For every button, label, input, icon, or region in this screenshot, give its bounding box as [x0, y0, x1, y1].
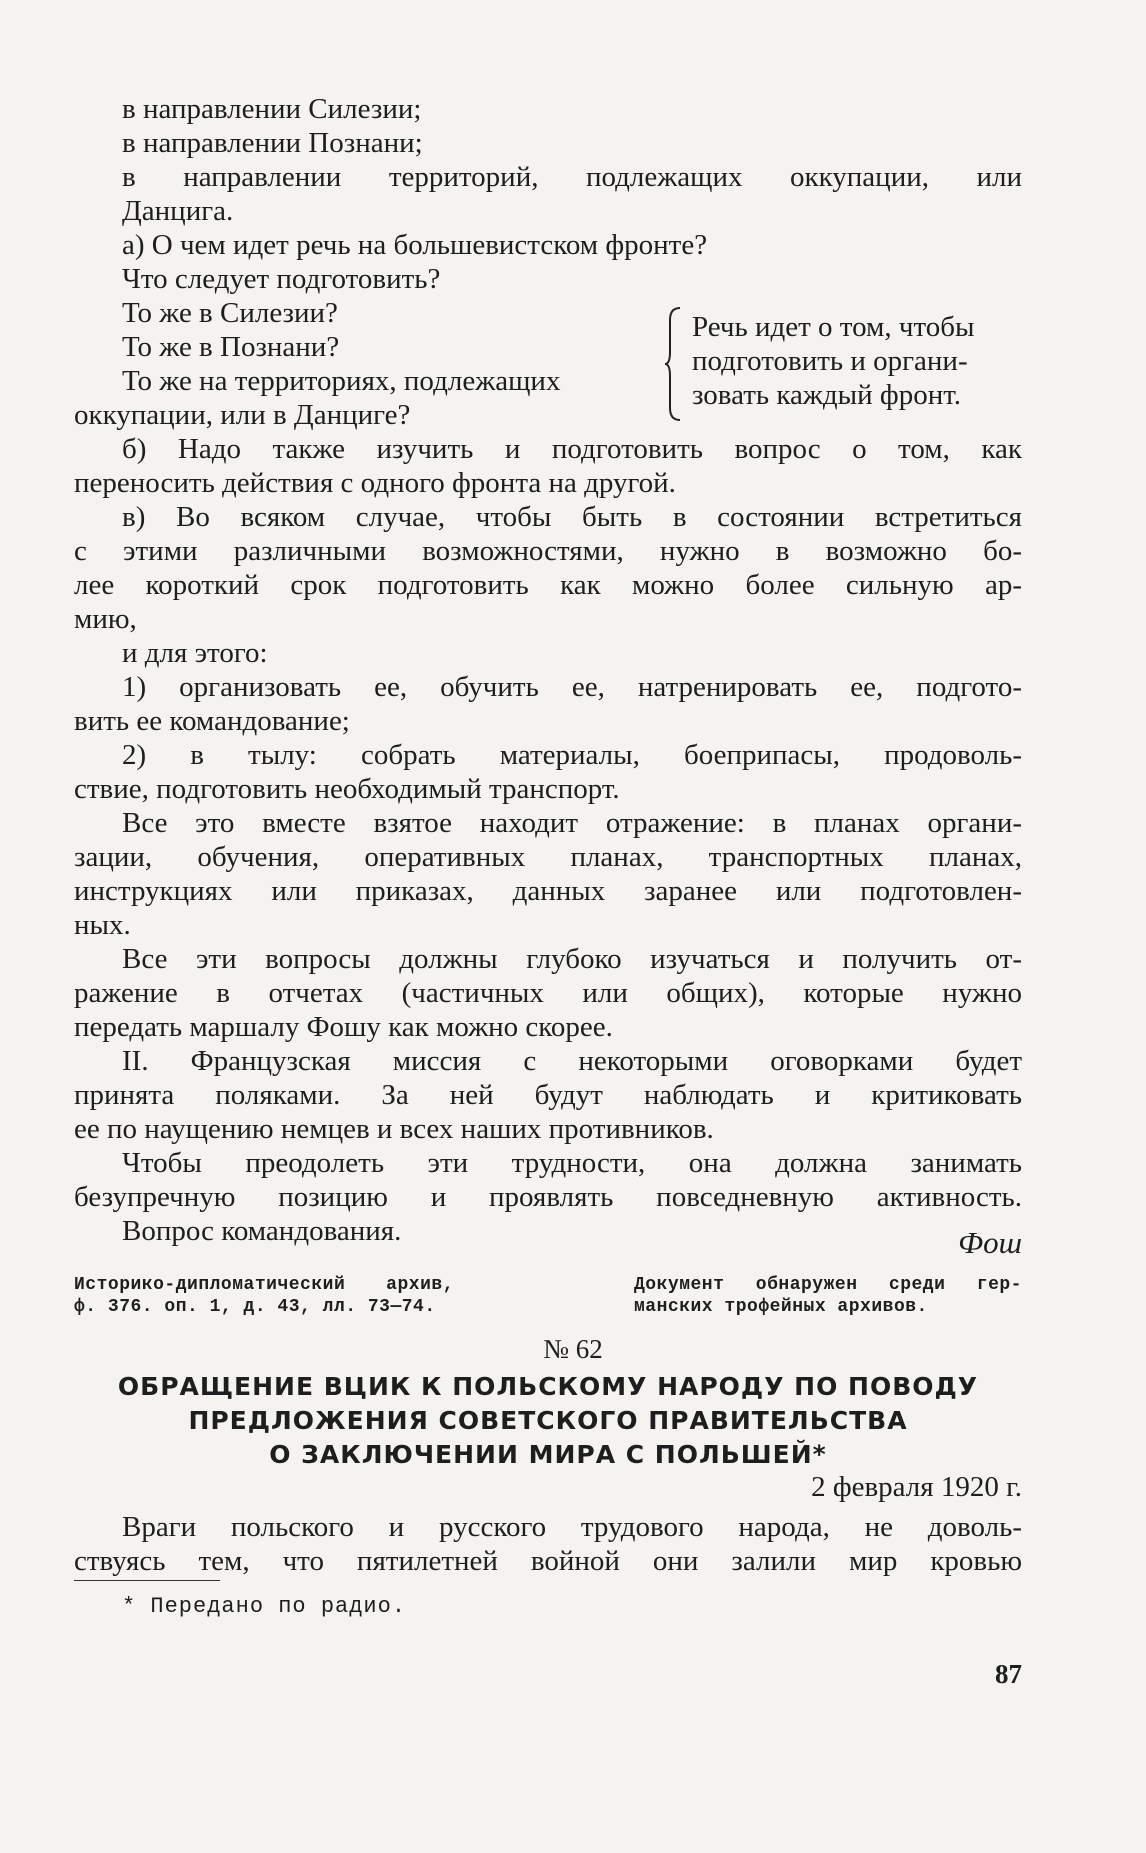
text-line: Данцига. [122, 195, 234, 227]
text-line: а) О чем идет речь на большевистском фронте? [122, 229, 708, 261]
text-line: вить ее командование; [74, 705, 350, 737]
text-line: 1) организовать ее, обучить ее, натренировать ее, подгото- [122, 671, 1022, 703]
footnote-rule [74, 1580, 220, 1581]
text-line: с этими различными возможностями, нужно в возможно бо- [74, 535, 1022, 567]
text-line: ствие, подготовить необходимый транспорт. [74, 773, 620, 805]
text-line: 2) в тылу: собрать материалы, боеприпасы, продоволь- [122, 739, 1022, 771]
text-line: принята поляками. За ней будут наблюдать и критиковать [74, 1079, 1022, 1111]
document-date: 2 февраля 1920 г. [811, 1471, 1022, 1503]
text-line: ствуясь тем, что пятилетней войной они залили мир кровью [74, 1545, 1022, 1577]
brace-right-line: Речь идет о том, чтобы [692, 311, 975, 343]
text-line: в направлении территорий, подлежащих оккупации, или [122, 161, 1022, 193]
source-right: Документ обнаружен среди гер- [634, 1275, 1022, 1295]
text-line: мию, [74, 603, 137, 635]
text-line: лее короткий срок подготовить как можно более сильную ар- [74, 569, 1022, 601]
text-line: ражение в отчетах (частичных или общих), которые нужно [74, 977, 1022, 1009]
brace-left-line: То же в Силезии? [122, 297, 338, 329]
text-line: Чтобы преодолеть эти трудности, она должна занимать [122, 1147, 1022, 1179]
heading-line: ПРЕДЛОЖЕНИЯ СОВЕТСКОГО ПРАВИТЕЛЬСТВА [188, 1406, 908, 1435]
text-line: зации, обучения, оперативных планах, транспортных планах, [74, 841, 1022, 873]
footnote: * Передано по радио. [122, 1594, 407, 1619]
source-left: Историко-дипломатический архив, [74, 1275, 454, 1295]
curly-brace [664, 306, 682, 422]
brace-left-line: оккупации, или в Данциге? [74, 399, 411, 431]
document-number: № 62 [543, 1334, 603, 1364]
text-line: переносить действия с одного фронта на другой. [74, 467, 676, 499]
text-line: II. Французская миссия с некоторыми оговорками будет [122, 1045, 1022, 1077]
text-line: в) Во всяком случае, чтобы быть в состоянии встретиться [122, 501, 1022, 533]
text-line: ных. [74, 909, 131, 941]
text-line: безупречную позицию и проявлять повседневную активность. [74, 1181, 1022, 1213]
text-line: б) Надо также изучить и подготовить вопрос о том, как [122, 433, 1022, 465]
text-line: передать маршалу Фошу как можно скорее. [74, 1011, 613, 1043]
text-line: Все эти вопросы должны глубоко изучаться и получить от- [122, 943, 1022, 975]
page-number: 87 [995, 1659, 1022, 1689]
text-line: в направлении Силезии; [122, 93, 422, 125]
text-line: и для этого: [122, 637, 268, 669]
text-line: инструкциях или приказах, данных заранее или подготовлен- [74, 875, 1022, 907]
signature: Фош [958, 1225, 1022, 1260]
text-line: ее по наущению немцев и всех наших противников. [74, 1113, 714, 1145]
text-line: Вопрос командования. [122, 1215, 402, 1247]
text-line: Враги польского и русского трудового народа, не доволь- [122, 1511, 1022, 1543]
source-left: ф. 376. оп. 1, д. 43, лл. 73—74. [74, 1297, 436, 1317]
brace-right-line: подготовить и органи- [692, 345, 968, 377]
text-line: Все это вместе взятое находит отражение: в планах органи- [122, 807, 1022, 839]
brace-left-line: То же на территориях, подлежащих [122, 365, 561, 397]
heading-line: О ЗАКЛЮЧЕНИИ МИРА С ПОЛЬШЕЙ* [269, 1440, 827, 1469]
brace-left-line: То же в Познани? [122, 331, 340, 363]
source-right: манских трофейных архивов. [634, 1297, 928, 1317]
text-line: Что следует подготовить? [122, 263, 441, 295]
heading-line: ОБРАЩЕНИЕ ВЦИК К ПОЛЬСКОМУ НАРОДУ ПО ПОВОДУ [117, 1372, 979, 1401]
brace-right-line: зовать каждый фронт. [692, 379, 961, 411]
text-line: в направлении Познани; [122, 127, 423, 159]
